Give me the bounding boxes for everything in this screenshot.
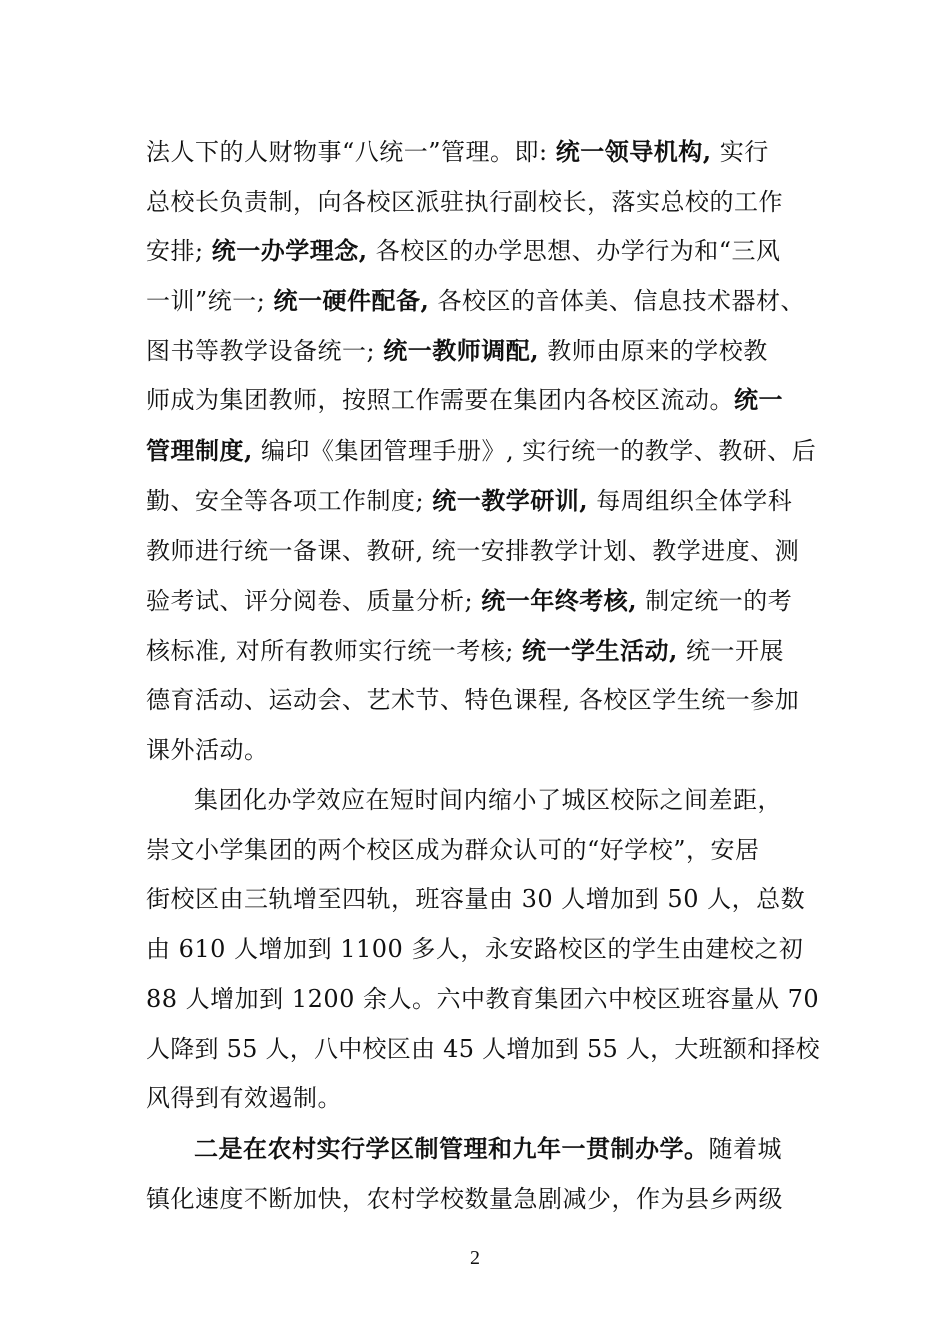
text-segment: 镇化速度不断加快，农村学校数量急剧减少，作为县乡两级 <box>146 1185 783 1213</box>
bold-text-segment: 统一领导机构, <box>555 137 712 166</box>
text-segment: 编印《集团管理手册》, 实行统一的教学、教研、后 <box>252 437 817 465</box>
text-segment: 核标准, 对所有教师实行统一考核; <box>146 637 522 665</box>
text-line <box>146 137 769 167</box>
text-line <box>146 336 768 366</box>
text-line <box>146 934 803 964</box>
text-line <box>146 1034 820 1064</box>
text-line <box>146 536 799 566</box>
text-line <box>146 984 819 1014</box>
text-segment: 德育活动、运动会、艺术节、特色课程, 各校区学生统一参加 <box>146 686 800 714</box>
bold-text-segment: 统一教师调配, <box>383 336 540 365</box>
text-line <box>194 1134 782 1164</box>
text-line <box>146 486 792 516</box>
text-segment: 教师由原来的学校教 <box>539 337 768 365</box>
bold-text-segment: 统一年终考核, <box>481 586 638 615</box>
text-segment: 崇文小学集团的两个校区成为群众认可的“好学校”，安居 <box>146 836 760 864</box>
text-segment: 88 人增加到 1200 余人。六中教育集团六中校区班容量从 70 <box>146 985 820 1013</box>
text-line <box>146 236 780 266</box>
text-segment: 师成为集团教师，按照工作需要在集团内各校区流动。 <box>146 386 734 414</box>
text-segment: 风得到有效遏制。 <box>146 1084 342 1112</box>
text-line <box>146 884 805 914</box>
text-segment: 安排; <box>146 237 212 265</box>
text-segment: 各校区的办学思想、办学行为和“三风 <box>367 237 781 265</box>
text-line <box>146 835 760 865</box>
bold-text-segment: 管理制度, <box>146 436 253 465</box>
text-segment: 制定统一的考 <box>637 587 793 615</box>
text-segment: 各校区的音体美、信息技术器材、 <box>429 287 805 315</box>
text-segment: 每周组织全体学科 <box>588 487 793 515</box>
text-segment: 验考试、评分阅卷、质量分析; <box>146 587 482 615</box>
text-line <box>146 1184 783 1214</box>
text-segment: 总校长负责制，向各校区派驻执行副校长，落实总校的工作 <box>146 188 783 216</box>
text-segment: 随着城 <box>708 1135 782 1163</box>
text-line <box>146 685 799 715</box>
page-number: 2 <box>470 1247 480 1269</box>
text-segment: 法人下的人财物事“八统一”管理。即: <box>146 138 556 166</box>
text-line <box>146 385 783 415</box>
bold-text-segment: 二是在农村实行学区制管理和九年一贯制办学。 <box>194 1134 709 1163</box>
text-line <box>146 286 805 316</box>
text-segment: 由 610 人增加到 1100 多人，永安路校区的学生由建校之初 <box>146 935 804 963</box>
bold-text-segment: 统一教学研训, <box>432 486 589 515</box>
text-line <box>146 586 792 616</box>
text-line <box>146 636 784 666</box>
bold-text-segment: 统一硬件配备, <box>273 286 430 315</box>
text-line <box>146 1083 342 1113</box>
text-segment: 集团化办学效应在短时间内缩小了城区校际之间差距， <box>194 786 782 814</box>
text-line <box>146 436 816 466</box>
text-segment: 一训”统一; <box>146 287 274 315</box>
text-segment: 街校区由三轨增至四轨，班容量由 30 人增加到 50 人，总数 <box>146 885 806 913</box>
bold-text-segment: 统一 <box>734 385 783 414</box>
text-segment: 勤、安全等各项工作制度; <box>146 487 433 515</box>
text-segment: 图书等教学设备统一; <box>146 337 384 365</box>
text-segment: 教师进行统一备课、教研, 统一安排教学计划、教学进度、测 <box>146 537 800 565</box>
text-segment: 实行 <box>711 138 769 166</box>
text-segment: 课外活动。 <box>146 736 269 764</box>
text-line <box>194 785 782 815</box>
text-line <box>146 735 269 765</box>
text-line <box>146 187 783 217</box>
bold-text-segment: 统一办学理念, <box>211 236 368 265</box>
bold-text-segment: 统一学生活动, <box>521 636 678 665</box>
text-segment: 人降到 55 人，八中校区由 45 人增加到 55 人，大班额和择校 <box>146 1035 820 1063</box>
text-segment: 统一开展 <box>677 637 784 665</box>
